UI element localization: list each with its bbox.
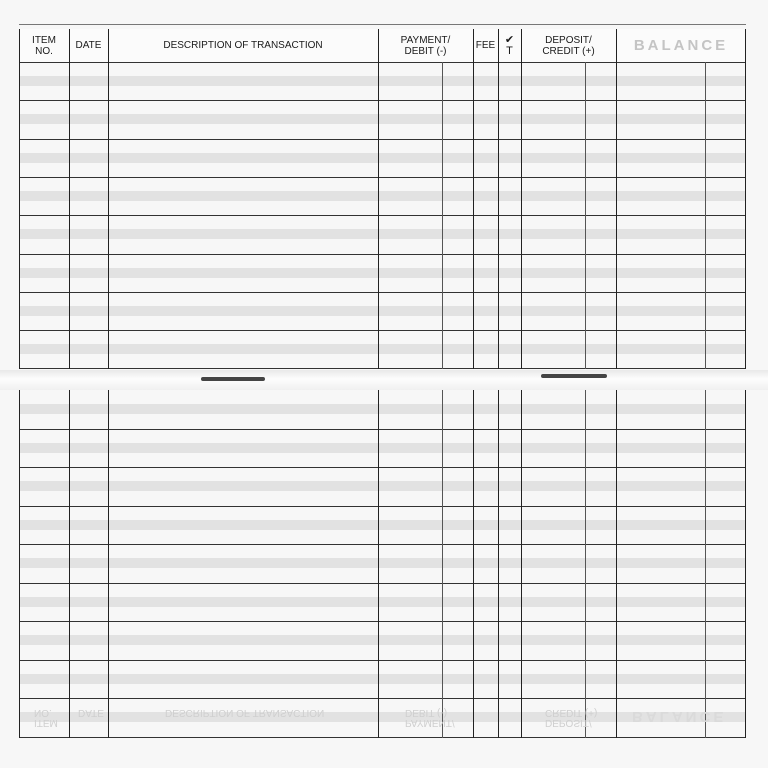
staple-left (201, 377, 265, 381)
ghost-deposit-credit: DEPOSIT/ CREDIT (+) (545, 707, 598, 728)
ghost-balance: BALANCE (632, 708, 727, 725)
page-top-edge (19, 24, 746, 25)
shaded-band (19, 520, 746, 530)
row-rule (19, 330, 746, 331)
column-rule (108, 29, 109, 369)
row-rule (19, 177, 746, 178)
row-rule (19, 660, 746, 661)
header-date: DATE (75, 40, 102, 51)
cents-divider (705, 390, 706, 738)
column-rule (108, 390, 109, 738)
ghost-payment-debit: PAYMENT/ DEBIT (-) (405, 707, 455, 728)
header-balance: BALANCE (633, 37, 729, 54)
shaded-band (19, 114, 746, 124)
row-rule (19, 467, 746, 468)
header-item-no: ITEM NO. (32, 34, 56, 57)
row-rule (19, 292, 746, 293)
header-payment-debit: PAYMENT/ DEBIT (-) (400, 34, 451, 57)
row-rule (19, 544, 746, 545)
column-rule (745, 29, 746, 369)
shaded-band (19, 635, 746, 645)
row-rule (19, 100, 746, 101)
cents-divider (442, 62, 443, 369)
header-fee: FEE (475, 40, 496, 51)
header-description: DESCRIPTION OF TRANSACTION (163, 40, 323, 51)
shaded-band (19, 443, 746, 453)
shaded-band (19, 597, 746, 607)
column-rule (521, 29, 522, 369)
column-rule (473, 390, 474, 738)
shaded-band (19, 558, 746, 568)
column-rule (616, 29, 617, 369)
column-rule (521, 390, 522, 738)
row-rule (19, 621, 746, 622)
cents-divider (705, 62, 706, 369)
column-rule (616, 390, 617, 738)
row-rule (19, 254, 746, 255)
shaded-band (19, 229, 746, 239)
row-rule (19, 698, 746, 699)
column-rule (19, 29, 20, 369)
shaded-band (19, 306, 746, 316)
shaded-band (19, 153, 746, 163)
column-rule (498, 390, 499, 738)
register-header-row (19, 29, 746, 63)
shaded-band (19, 674, 746, 684)
header-cleared-check: ✔ T (504, 33, 515, 57)
column-rule (473, 29, 474, 369)
column-rule (378, 29, 379, 369)
ghost-item-no: ITEM NO. (34, 707, 58, 728)
row-rule (19, 737, 746, 738)
header-deposit-credit: DEPOSIT/ CREDIT (+) (542, 34, 595, 57)
cents-divider (585, 390, 586, 738)
row-rule (19, 583, 746, 584)
row-rule (19, 139, 746, 140)
column-rule (745, 390, 746, 738)
shaded-band (19, 404, 746, 414)
column-rule (69, 390, 70, 738)
shaded-band (19, 268, 746, 278)
cents-divider (585, 62, 586, 369)
register-bottom-section (19, 390, 746, 738)
column-rule (498, 29, 499, 369)
register-top-section (19, 29, 746, 369)
shaded-band (19, 76, 746, 86)
row-rule (19, 506, 746, 507)
column-rule (69, 29, 70, 369)
column-rule (378, 390, 379, 738)
shaded-band (19, 344, 746, 354)
ghost-date: DATE (78, 707, 104, 718)
staple-right (541, 374, 607, 378)
cents-divider (442, 390, 443, 738)
column-rule (19, 390, 20, 738)
shaded-band (19, 191, 746, 201)
shaded-band (19, 481, 746, 491)
row-rule (19, 429, 746, 430)
page-fold (0, 370, 768, 390)
row-rule (19, 215, 746, 216)
ghost-description: DESCRIPTION OF TRANSACTION (165, 707, 325, 718)
